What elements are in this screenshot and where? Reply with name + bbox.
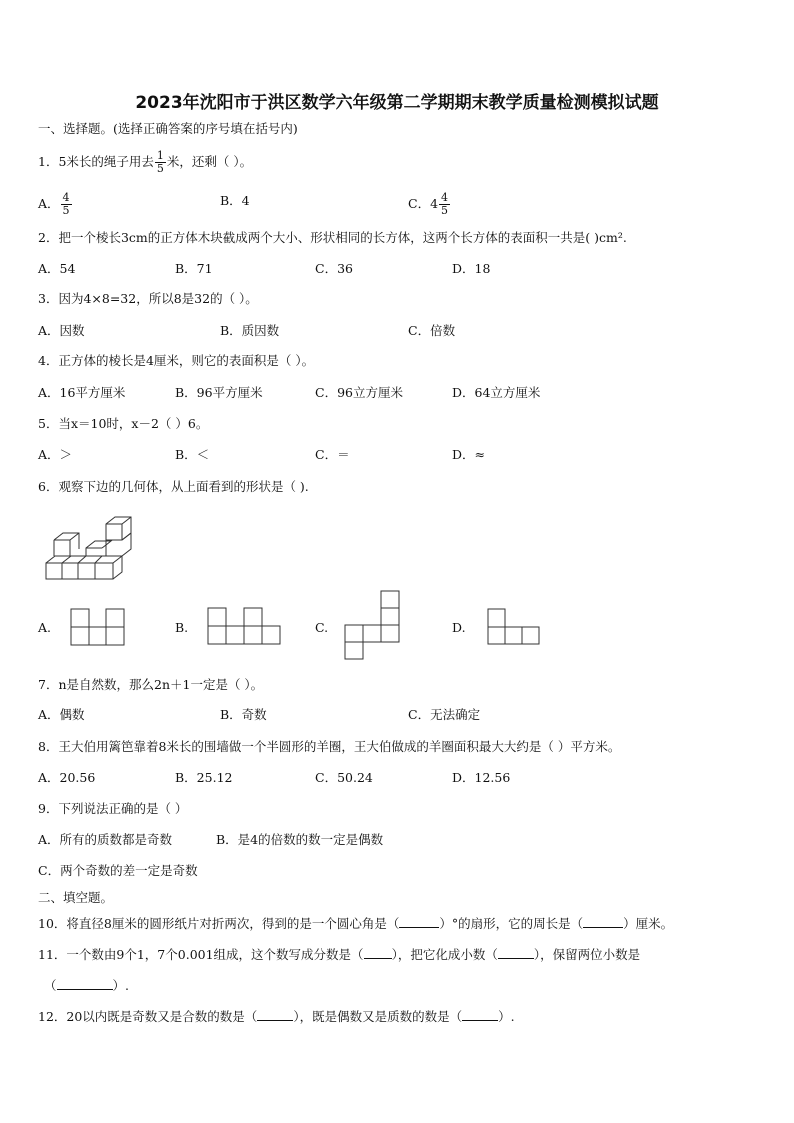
q2-option-d[interactable]: D．18	[452, 261, 491, 276]
q1-prefix: 1．5米长的绳子用去	[38, 154, 154, 169]
q9-option-c[interactable]: C．两个奇数的差一定是奇数	[38, 863, 198, 878]
q1-option-c-den: 5	[441, 204, 449, 217]
cube-edge	[95, 556, 102, 563]
question-1	[38, 150, 252, 175]
q1-option-c-fraction	[439, 192, 450, 217]
q1-option-a-den: 5	[62, 204, 70, 217]
q6-option-c[interactable]: C.	[315, 620, 329, 635]
question-8: 8．王大伯用篱笆靠着8米长的围墙做一个半圆形的羊圈，王大伯做成的羊圈面积最大大约是（ ）平方米。	[38, 739, 621, 754]
q7-option-c[interactable]: C．无法确定	[408, 707, 481, 722]
cube-front-2	[62, 563, 78, 579]
cube-edge	[122, 517, 131, 524]
question-12	[38, 1009, 515, 1025]
q2-option-b[interactable]: B．71	[175, 261, 213, 276]
q11-blank-2[interactable]	[498, 958, 534, 959]
cube-right-side	[122, 533, 131, 556]
cube-bottom-back	[46, 556, 122, 579]
q9-option-a[interactable]: A．所有的质数都是奇数	[38, 832, 173, 847]
q5-option-a[interactable]: A．＞	[38, 447, 73, 462]
cube-edge	[62, 556, 71, 563]
q10-text-1: 10．将直径8厘米的圆形纸片对折两次，得到的是一个圆心角是（	[38, 916, 400, 931]
q11-text-3: ），保留两位小数是	[533, 947, 641, 962]
q8-option-a[interactable]: A．20.56	[38, 770, 96, 785]
q6-option-a[interactable]: A.	[38, 620, 52, 635]
q6-option-d-figure[interactable]	[487, 608, 541, 646]
cube-figure	[44, 514, 134, 580]
question-6: 6．观察下边的几何体，从上面看到的形状是（ ).	[38, 479, 309, 494]
q4-option-c[interactable]: C．96立方厘米	[315, 385, 403, 400]
q10-blank-2[interactable]	[583, 927, 623, 928]
q1-option-c[interactable]	[408, 192, 451, 217]
q10-text-2: ）°的扇形，它的周长是（	[439, 916, 584, 931]
q12-blank-1[interactable]	[257, 1020, 293, 1021]
q11-blank-1[interactable]	[364, 958, 392, 959]
q1-option-c-num: 4	[441, 191, 449, 204]
question-2: 2．把一个棱长3cm的正方体木块截成两个大小、形状相同的长方体，这两个长方体的表面积一共是( )cm².	[38, 230, 627, 245]
q1-option-a[interactable]	[38, 192, 73, 217]
q10-blank-1[interactable]	[399, 927, 439, 928]
cube-front-4	[95, 563, 113, 579]
q1-suffix: 米，还剩（ ）。	[166, 154, 253, 169]
q11-text-1: 11．一个数由9个1，7个0.001组成，这个数写成分数是（	[38, 947, 364, 962]
q8-option-d[interactable]: D．12.56	[452, 770, 511, 785]
q1-option-c-whole: 4	[430, 196, 439, 211]
q1-option-a-label: A．	[38, 196, 60, 211]
question-5: 5．当x＝10时，x－2（ ）6。	[38, 416, 209, 431]
q12-blank-2[interactable]	[462, 1020, 498, 1021]
q11-text-2: ），把它化成小数（	[391, 947, 498, 962]
question-3: 3．因为4×8=32，所以8是32的（ ）。	[38, 291, 258, 306]
q11-text-4: （	[44, 978, 57, 993]
cube-front-1	[46, 563, 62, 579]
section-choice-heading: 一、选择题。(选择正确答案的序号填在括号内)	[38, 121, 298, 136]
question-7: 7．n是自然数，那么2n＋1一定是（ ）。	[38, 677, 264, 692]
q7-option-b[interactable]: B．奇数	[220, 707, 267, 722]
question-10	[38, 916, 673, 932]
q6-option-d[interactable]: D.	[452, 620, 466, 635]
cube-front-3	[78, 563, 95, 579]
q6-option-a-figure[interactable]	[70, 608, 126, 646]
q4-option-a[interactable]: A．16平方厘米	[38, 385, 126, 400]
q10-text-3: ）厘米。	[623, 916, 674, 931]
q12-text-3: ）.	[498, 1009, 515, 1024]
q1-option-a-num: 4	[62, 191, 70, 204]
page-title: 2023年沈阳市于洪区数学六年级第二学期期末教学质量检测模拟试题	[135, 93, 659, 113]
q4-option-d[interactable]: D．64立方厘米	[452, 385, 541, 400]
q3-option-b[interactable]: B．质因数	[220, 323, 280, 338]
q5-option-c[interactable]: C．＝	[315, 447, 350, 462]
question-11	[38, 947, 640, 963]
q9-option-b[interactable]: B．是4的倍数的数一定是偶数	[216, 832, 384, 847]
q3-option-c[interactable]: C．倍数	[408, 323, 456, 338]
q11-blank-3[interactable]	[57, 989, 113, 990]
q1-option-a-fraction	[61, 192, 72, 217]
q1-option-c-label: C．	[408, 196, 431, 211]
q12-text-1: 12．20以内既是奇数又是合数的数是（	[38, 1009, 258, 1024]
cube-edge	[113, 556, 122, 563]
q5-option-d[interactable]: D．≈	[452, 447, 485, 462]
q1-frac-num: 1	[156, 149, 164, 162]
q11-text-5: ）.	[112, 978, 129, 993]
question-4: 4．正方体的棱长是4厘米，则它的表面积是（ ）。	[38, 353, 315, 368]
cube-edge	[102, 545, 106, 548]
q2-option-a[interactable]: A．54	[38, 261, 76, 276]
question-11-cont	[44, 978, 129, 994]
cube-edge	[70, 533, 79, 540]
q1-fraction	[155, 150, 166, 175]
q6-option-b-figure[interactable]	[207, 607, 281, 645]
q2-option-c[interactable]: C．36	[315, 261, 353, 276]
q5-option-b[interactable]: B．＜	[175, 447, 210, 462]
q1-frac-den: 5	[156, 162, 164, 175]
cube-edge	[78, 556, 86, 563]
q3-option-a[interactable]: A．因数	[38, 323, 85, 338]
q6-option-b[interactable]: B.	[175, 620, 189, 635]
q8-option-b[interactable]: B．25.12	[175, 770, 233, 785]
q6-option-c-figure[interactable]	[344, 590, 402, 662]
q8-option-c[interactable]: C．50.24	[315, 770, 373, 785]
q1-option-b[interactable]: B．4	[220, 193, 250, 208]
q12-text-2: ），既是偶数又是质数的数是（	[293, 1009, 463, 1024]
section-fill-heading: 二、填空题。	[38, 890, 114, 905]
q4-option-b[interactable]: B．96平方厘米	[175, 385, 263, 400]
q7-option-a[interactable]: A．偶数	[38, 707, 85, 722]
question-9: 9．下列说法正确的是（ ）	[38, 801, 188, 816]
